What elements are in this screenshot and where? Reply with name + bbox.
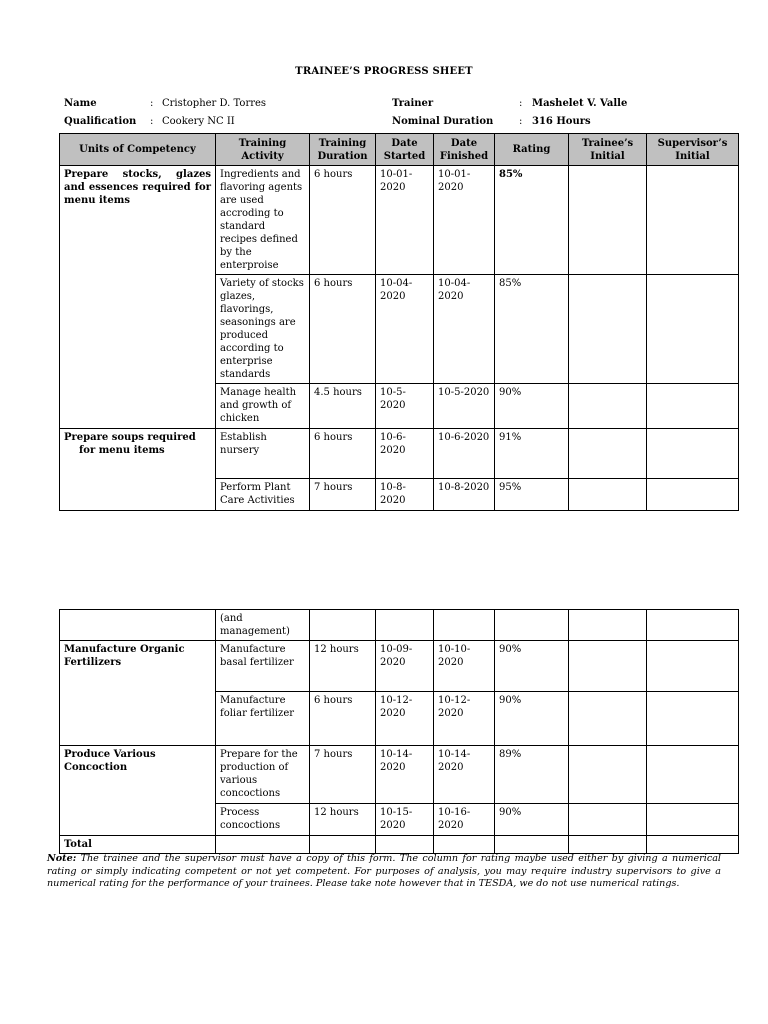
rating xyxy=(495,610,569,641)
unit-word: Manufacture Organic xyxy=(64,644,185,655)
rating: 89% xyxy=(495,746,569,804)
date-started: 10-01-2020 xyxy=(376,166,434,275)
unit-of-competency xyxy=(60,746,216,836)
note-label: Note: xyxy=(47,853,77,864)
supervisor-initial-cell xyxy=(647,804,739,836)
date-started: 10-15-2020 xyxy=(376,804,434,836)
supervisor-initial-cell xyxy=(647,384,739,429)
rating: 95% xyxy=(495,479,569,511)
training-activity: Prepare for the production of various concoctions xyxy=(216,746,310,804)
rating: 90% xyxy=(495,692,569,746)
note-text: The trainee and the supervisor must have a copy of this form. The column for rating maybe used either by giving a numerical rating or simply indicating competent or not yet competent. For purposes of analysis, you may require industry supervisors to give a numerical rating for the performance of your trainees. Please take note however that in TESDA, we do not use numerical ratings. xyxy=(47,853,721,889)
trainee-initial-cell xyxy=(569,610,647,641)
unit-of-competency xyxy=(60,429,216,511)
supervisor-initial-cell xyxy=(647,429,739,479)
trainee-initial-cell xyxy=(569,641,647,692)
rating: 91% xyxy=(495,429,569,479)
training-activity: Manage health and growth of chicken xyxy=(216,384,310,429)
trainer-sep: : xyxy=(519,98,523,109)
unit-line: Prepare soups required xyxy=(64,432,196,443)
table-row xyxy=(60,166,739,275)
date-finished: 10-01-2020 xyxy=(434,166,495,275)
date-finished: 10-8-2020 xyxy=(434,479,495,511)
table-row xyxy=(60,610,739,641)
date-finished xyxy=(434,610,495,641)
duration-value: 316 Hours xyxy=(532,116,591,127)
training-duration: 6 hours xyxy=(310,275,376,384)
date-started: 10-5-2020 xyxy=(376,384,434,429)
trainee-initial-cell xyxy=(569,479,647,511)
trainee-initial-cell xyxy=(569,692,647,746)
date-started: 10-8-2020 xyxy=(376,479,434,511)
header-trainee-initial: Trainee’s Initial xyxy=(569,134,647,166)
header-finished: Date Finished xyxy=(434,134,495,166)
header-rating: Rating xyxy=(495,134,569,166)
qualification-label: Qualification xyxy=(64,116,137,127)
table-header-row xyxy=(60,134,739,166)
header-duration: Training Duration xyxy=(310,134,376,166)
total-duration-cell xyxy=(310,836,376,854)
date-started: 10-14-2020 xyxy=(376,746,434,804)
rating: 85% xyxy=(495,275,569,384)
table-row xyxy=(60,641,739,692)
training-duration: 12 hours xyxy=(310,804,376,836)
trainee-initial-cell xyxy=(569,429,647,479)
training-activity: Establish nursery xyxy=(216,429,310,479)
table-row xyxy=(60,746,739,804)
trainer-label: Trainer xyxy=(392,98,434,109)
total-started-cell xyxy=(376,836,434,854)
supervisor-initial-cell xyxy=(647,692,739,746)
training-duration: 6 hours xyxy=(310,692,376,746)
training-activity: Process concoctions xyxy=(216,804,310,836)
training-duration: 4.5 hours xyxy=(310,384,376,429)
date-finished: 10-12-2020 xyxy=(434,692,495,746)
unit-of-competency xyxy=(60,610,216,641)
supervisor-initial-cell xyxy=(647,275,739,384)
progress-table-2 xyxy=(59,609,739,854)
page-title: TRAINEE’S PROGRESS SHEET xyxy=(295,66,473,77)
supervisor-initial-cell xyxy=(647,746,739,804)
rating: 90% xyxy=(495,804,569,836)
date-finished: 10-14-2020 xyxy=(434,746,495,804)
total-row xyxy=(60,836,739,854)
total-finished-cell xyxy=(434,836,495,854)
training-duration: 7 hours xyxy=(310,746,376,804)
unit-text: Produce Various Concoction xyxy=(64,749,156,773)
trainee-initial-cell xyxy=(569,166,647,275)
trainer-value: Mashelet V. Valle xyxy=(532,98,628,109)
table-row xyxy=(60,429,739,479)
trainee-initial-cell xyxy=(569,384,647,429)
qualification-sep: : xyxy=(150,116,154,127)
trainee-initial-cell xyxy=(569,275,647,384)
date-finished: 10-5-2020 xyxy=(434,384,495,429)
date-started xyxy=(376,610,434,641)
training-activity: Manufacture foliar fertilizer xyxy=(216,692,310,746)
training-activity: Ingredients and flavoring agents are used accroding to standard recipes defined by the enterproise xyxy=(216,166,310,275)
training-activity: Manufacture basal fertilizer xyxy=(216,641,310,692)
rating: 90% xyxy=(495,384,569,429)
name-label: Name xyxy=(64,98,97,109)
total-rating-cell xyxy=(495,836,569,854)
training-duration: 7 hours xyxy=(310,479,376,511)
date-finished: 10-10-2020 xyxy=(434,641,495,692)
date-finished: 10-04-2020 xyxy=(434,275,495,384)
progress-table-1 xyxy=(59,133,739,511)
unit-line: Fertilizers xyxy=(64,657,122,668)
supervisor-initial-cell xyxy=(647,610,739,641)
duration-sep: : xyxy=(519,116,523,127)
total-activity-cell xyxy=(216,836,310,854)
total-trainee-cell xyxy=(569,836,647,854)
header-activity: Training Activity xyxy=(216,134,310,166)
duration-label: Nominal Duration xyxy=(392,116,494,127)
training-activity: Perform Plant Care Activities xyxy=(216,479,310,511)
training-duration xyxy=(310,610,376,641)
qualification-value: Cookery NC II xyxy=(162,116,235,127)
unit-line xyxy=(64,643,211,656)
date-started: 10-09-2020 xyxy=(376,641,434,692)
unit-line: for menu items xyxy=(79,445,165,456)
header-started: Date Started xyxy=(376,134,434,166)
date-finished: 10-16-2020 xyxy=(434,804,495,836)
training-activity: Variety of stocks glazes, flavorings, seasonings are produced according to enterprise standards xyxy=(216,275,310,384)
supervisor-initial-cell xyxy=(647,641,739,692)
supervisor-initial-cell xyxy=(647,166,739,275)
unit-of-competency: Prepare stocks, glazes and essences required for menu items xyxy=(60,166,216,429)
header-units: Units of Competency xyxy=(60,134,216,166)
trainee-initial-cell xyxy=(569,746,647,804)
training-duration: 12 hours xyxy=(310,641,376,692)
unit-of-competency xyxy=(60,641,216,746)
name-sep: : xyxy=(150,98,154,109)
total-label: Total xyxy=(60,836,216,854)
rating: 90% xyxy=(495,641,569,692)
date-started: 10-12-2020 xyxy=(376,692,434,746)
date-started: 10-6-2020 xyxy=(376,429,434,479)
training-duration: 6 hours xyxy=(310,429,376,479)
date-finished: 10-6-2020 xyxy=(434,429,495,479)
training-duration: 6 hours xyxy=(310,166,376,275)
trainee-initial-cell xyxy=(569,804,647,836)
total-supervisor-cell xyxy=(647,836,739,854)
supervisor-initial-cell xyxy=(647,479,739,511)
rating: 85% xyxy=(495,166,569,275)
date-started: 10-04-2020 xyxy=(376,275,434,384)
name-value: Cristopher D. Torres xyxy=(162,98,267,109)
training-activity: (and management) xyxy=(216,610,310,641)
header-supervisor-initial: Supervisor’s Initial xyxy=(647,134,739,166)
note-paragraph xyxy=(47,853,721,891)
